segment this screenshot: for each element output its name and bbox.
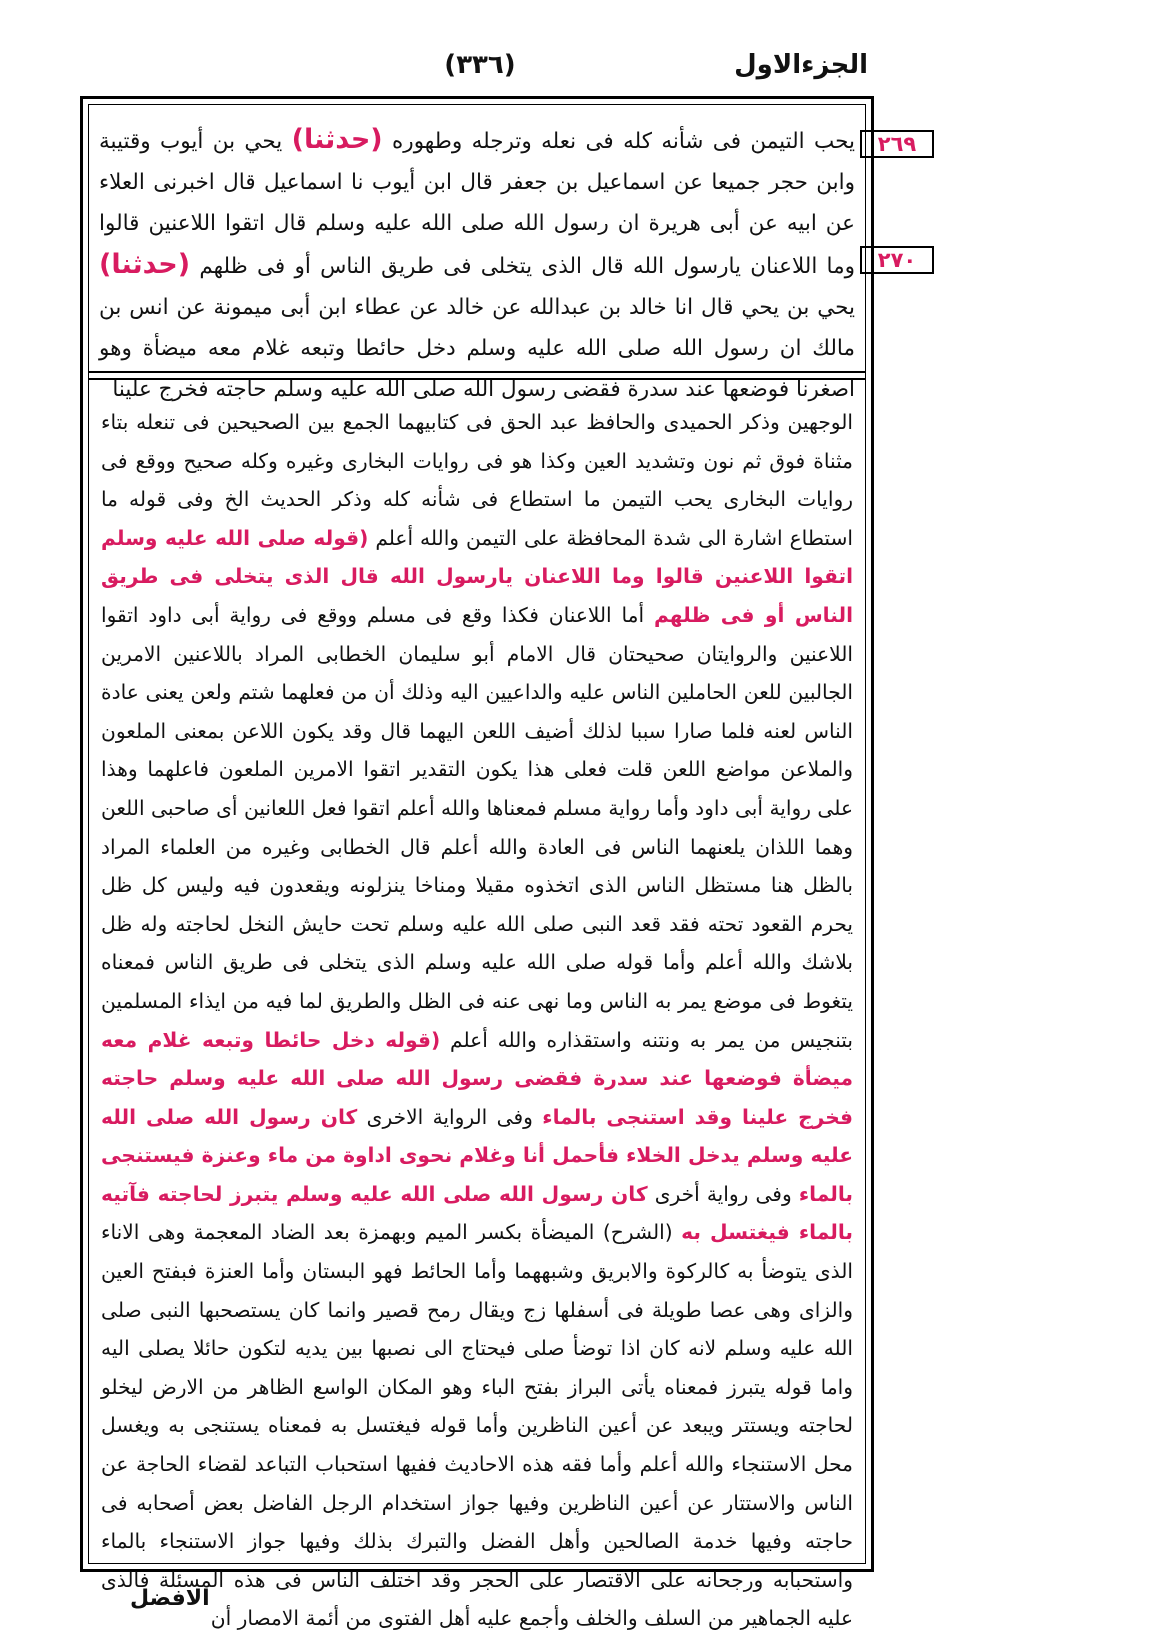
commentary-segment: وفى رواية أخرى: [654, 1181, 792, 1206]
highlighted-quote: كان رسول الله صلى الله عليه وسلم يتبرز لحاجته فآتيه بالماء فيغتسل به: [101, 1181, 853, 1245]
highlighted-quote: (قوله دخل حائطا وتبعه غلام معه ميضأة فوضعها عند سدرة فقضى رسول الله صلى الله عليه وسلم حاجته فخرج علينا وقد استنجى بالماء: [101, 1027, 853, 1129]
commentary-segment: وفى الرواية الاخرى: [366, 1104, 533, 1129]
commentary-segment: الوجهين وذكر الحميدى والحافظ عبد الحق فى كتابيهما الجمع بين الصحيحين فى تنعله بتاء مثناة فوق ثم نون وتشديد العين وكذا هو فى روايات البخارى وغيره وكله صحيح ووقع فى روايات البخارى يحب التيمن ما استطاع فى شأنه كله وذكر الحديث الخ وفى قوله ما استطاع اشارة الى شدة المحافظة على التيمن والله أعلم: [101, 410, 853, 550]
hadith-text-segment: يحي بن أيوب وقتيبة وابن حجر جميعا عن اسماعيل بن جعفر قال ابن أيوب نا اسماعيل قال اخبرنى العلاء عن ابيه عن أبى هريرة ان رسول الله صلى الله عليه وسلم قال اتقوا اللاعنين قالوا وما اللاعنان يارسول الله قال الذى يتخلى فى طريق الناس أو فى ظلهم: [99, 129, 856, 279]
highlighted-quote: (قوله صلى الله عليه وسلم اتقوا اللاعنين قالوا وما اللاعنان يارسول الله قال الذى يتخلى فى طريق الناس أو فى ظلهم: [101, 525, 853, 627]
commentary-segment: أما اللاعنان فكذا وقع فى مسلم ووقع فى رواية أبى داود اتقوا اللاعنين والروايتان صحيحتان قال الامام أبو سليمان الخطابى المراد باللاعنين الامرين الجالبين للعن الحاملين الناس عليه والداعيين اليه وذلك أن من فعلهما شتم ولعن يعنى عادة الناس لعنه فلما صارا سببا لذلك أضيف اللعن اليهما قال وقد يكون اللاعن بمعنى الملعون والملاعن مواضع اللعن قلت فعلى هذا يكون التقدير اتقوا الامرين الملعون فاعلهما وهذا على رواية أبى داود وأما رواية مسلم فمعناها والله أعلم اتقوا فعل اللعانين أى صاحبى اللعن وهما اللذان يلعنهما الناس فى العادة والله أعلم قال الخطابى وغيره من العلماء المراد بالظل هنا مستظل الناس الذى اتخذوه مقيلا ومناخا ينزلونه ويقعدون فيه وليس كل ظل يحرم القعود تحته فقد قعد النبى صلى الله عليه وسلم تحت حايش النخل لحاجته وله ظل بلاشك والله أعلم وأما قوله صلى الله عليه وسلم الذى يتخلى فى طريق الناس فمعناه يتغوط فى موضع يمر به الناس وما نهى عنه فى الظل والطريق لما فيه من ايذاء المسلمين بتنجيس من يمر به ونتنه واستقذاره والله أعلم: [101, 602, 853, 1052]
section-divider: [89, 371, 865, 373]
book-part-title: الجزءالاول: [734, 50, 868, 80]
section-divider: [89, 378, 865, 380]
running-head: [0, 50, 1158, 90]
page-number: (٣٣٦): [444, 50, 516, 80]
hadith-text-segment: يحي بن يحي قال انا خالد بن عبدالله عن خالد عن عطاء ابن أبى ميمونة عن انس بن مالك ان رسول الله صلى الله عليه وسلم دخل حائطا وتبعه غلام معه ميضأة وهو اصغرنا فوضعها عند سدرة فقضى رسول الله صلى الله عليه وسلم حاجته فخرج علينا: [99, 295, 855, 402]
hadith-text: [99, 119, 856, 402]
hadith-text-segment: يحب التيمن فى شأنه كله فى نعله وترجله وطهوره: [392, 129, 856, 154]
haddathana-marker: (حدثنا): [291, 124, 383, 155]
hadith-number-badge: ٢٦٩: [860, 130, 934, 158]
haddathana-marker: (حدثنا): [99, 249, 191, 280]
highlighted-quote: كان رسول الله صلى الله عليه وسلم يدخل الخلاء فأحمل أنا وغلام نحوى اداوة من ماء وعنزة فيستنجى بالماء: [101, 1104, 854, 1206]
catchword: الافضل: [130, 1586, 210, 1611]
hadith-number-badge: ٢٧٠: [860, 246, 934, 274]
commentary-segment: (الشرح) الميضأة بكسر الميم وبهمزة بعد الضاد المعجمة وهى الاناء الذى يتوضأ به كالركوة والابريق وشبههما وأما الحائط فهو البستان وأما العنزة فبفتح العين والزاى وهى عصا طويلة فى أسفلها زج ويقال رمح قصير وانما كان يستصحبها النبى صلى الله عليه وسلم لانه كان اذا توضأ صلى فيحتاج الى نصبها بين يديه لتكون حائلا يصلى اليه واما قوله يتبرز فمعناه يأتى البراز بفتح الباء وهو المكان الواسع الظاهر من الارض ليخلو لحاجته ويستتر ويبعد عن أعين الناظرين وأما قوله فيغتسل به فمعناه يستنجى به ويغسل محل الاستنجاء والله أعلم وأما فقه هذه الاحاديث ففيها استحباب التباعد لقضاء الحاجة عن الناس والاستتار عن أعين الناظرين وفيها جواز استخدام الرجل الفاضل بعض أصحابه فى حاجته وفيها خدمة الصالحين وأهل الفضل والتبرك بذلك وفيها جواز الاستنجاء بالماء واستحبابه ورجحانه على الاقتصار على الحجر وقد اختلف الناس فى هذه المسئلة فالذى عليه الجماهير من السلف والخلف وأجمع عليه أهل الفتوى من أئمة الامصار أن: [101, 1220, 853, 1631]
